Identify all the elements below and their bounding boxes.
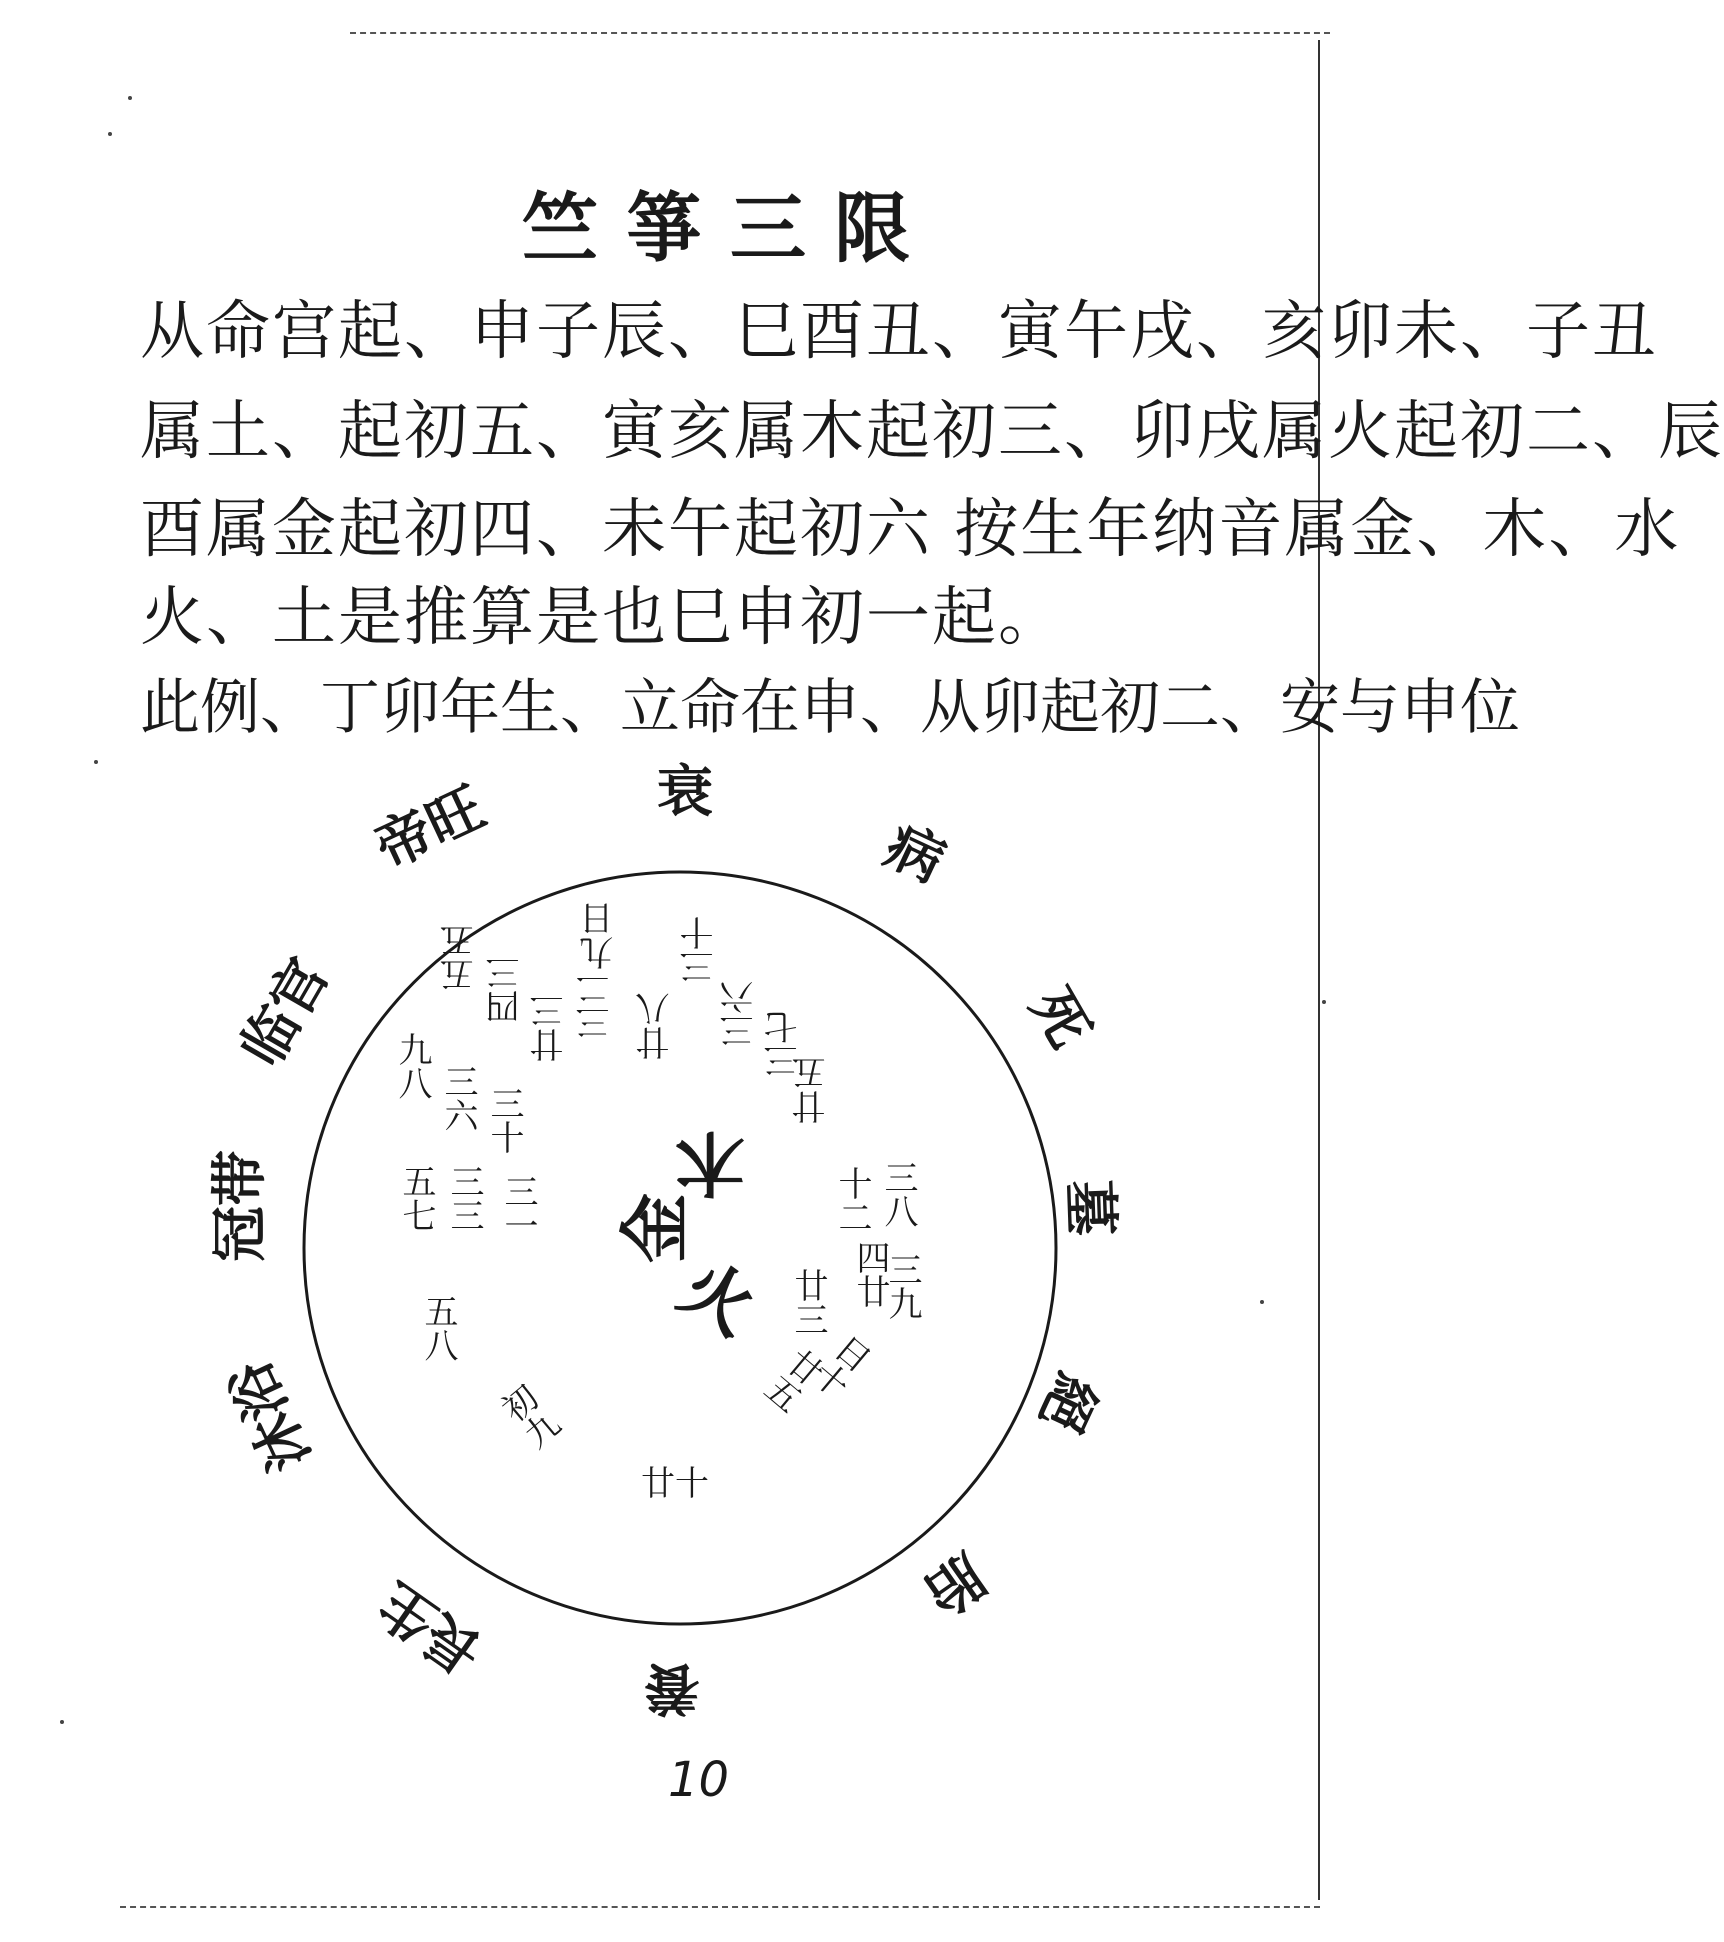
ring-label-bottom-left: 長生 [365, 1568, 495, 1688]
ring-label-right-upper: 死 [1017, 977, 1103, 1059]
inner-number: 四廿 [850, 1240, 890, 1308]
inner-number: 五七 [396, 1164, 436, 1232]
text-line-4: 火、土是推算是也巳申初一起。 [140, 581, 1064, 655]
inner-number: 九日 [580, 902, 620, 970]
wheel-diagram [180, 728, 1140, 1808]
ring-label-right: 墓 [1056, 1178, 1124, 1238]
inner-number: 三三 [444, 1164, 484, 1232]
ring-label-top: 衰 [657, 759, 713, 825]
inner-number: 三九 [882, 1252, 922, 1320]
inner-number: 五五 [440, 924, 480, 992]
ring-label-bottom-right: 胎 [913, 1540, 997, 1628]
page-border-top [350, 32, 1330, 34]
ring-label-left: 冠带 [207, 1150, 273, 1262]
inner-number: 三六 [720, 980, 760, 1048]
ring-label-bottom: 養 [644, 1655, 700, 1721]
inner-number: 三八 [878, 1160, 918, 1228]
inner-number: 三二 [576, 972, 616, 1040]
inner-number: 五八 [418, 1294, 458, 1362]
inner-number: 九八 [392, 1032, 432, 1100]
example-line: 此例、丁卯年生、立命在申、从卯起初二、安与申位 [140, 673, 1520, 743]
inner-number: 三一 [498, 1174, 538, 1242]
ring-label-left-lower: 沐浴 [216, 1351, 324, 1481]
inner-number: 廿十 [641, 1464, 709, 1504]
inner-number: 廿五 [792, 1056, 832, 1124]
ring-label-left-upper: 临官 [228, 947, 342, 1077]
inner-number: 三六 [438, 1064, 478, 1132]
center-element-wood: 木 [675, 1121, 745, 1205]
page-number: 10 [668, 1752, 730, 1808]
text-line-3: 酉属金起初四、未午起初六 按生年纳音属金、木、水 [140, 493, 1681, 567]
inner-number: 十二 [832, 1166, 872, 1234]
inner-number: 廿八 [636, 992, 676, 1060]
inner-number: 廿五 [754, 1339, 830, 1417]
ring-label-top-left: 帝旺 [365, 774, 495, 882]
inner-number: 三十 [484, 1086, 524, 1154]
inner-number: 日十 [802, 1325, 878, 1403]
inner-number: 四三 [486, 956, 526, 1024]
inner-number: 初九 [490, 1379, 566, 1457]
center-element-metal: 金 [613, 1193, 697, 1263]
ring-label-top-right: 病 [875, 812, 955, 896]
center-element-fire: 火 [666, 1244, 769, 1352]
page-border-bottom [120, 1906, 1320, 1908]
text-line-1: 从命宫起、申子辰、巳酉丑、寅午戌、亥卯未、子丑 [140, 295, 1658, 369]
inner-number: 三七 [764, 1010, 804, 1078]
text-line-2: 属土、起初五、寅亥属木起初三、卯戌属火起初二、辰 [140, 395, 1724, 469]
inner-number: 廿三 [788, 1268, 828, 1336]
wheel-circle [180, 728, 1140, 1808]
ring-label-right-lower: 絕 [1026, 1363, 1110, 1443]
inner-number: 廿三 [530, 994, 570, 1062]
page-title: 竺箏三限 [522, 184, 938, 273]
inner-number: 三十 [680, 916, 720, 984]
